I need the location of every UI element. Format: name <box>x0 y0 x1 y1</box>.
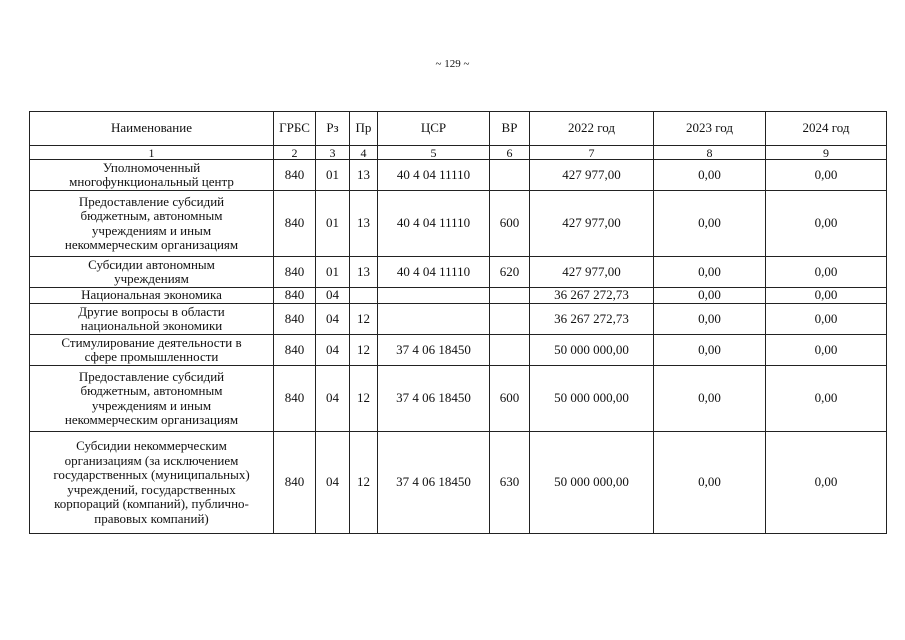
grbs-cell: 840 <box>274 366 316 432</box>
pr-cell: 13 <box>350 257 378 288</box>
name-line: корпораций (компаний), публично- <box>54 496 249 511</box>
name-line: организациям (за исключением <box>64 452 239 468</box>
column-number: 4 <box>350 146 378 160</box>
name-line: учреждениям и иным <box>91 397 212 413</box>
amount-2023: 0,00 <box>654 160 766 191</box>
budget-table <box>29 111 887 534</box>
amount-2024: 0,00 <box>766 191 887 257</box>
csr-cell: 37 4 06 18450 <box>378 366 490 432</box>
column-header: 2022 год <box>530 112 654 146</box>
name-line: Уполномоченный <box>102 159 201 175</box>
csr-cell: 40 4 04 11110 <box>378 160 490 191</box>
name-line: национальной экономики <box>80 318 223 333</box>
row-name <box>30 288 274 304</box>
csr-cell <box>378 304 490 335</box>
amount-2023: 0,00 <box>654 432 766 534</box>
amount-2024: 0,00 <box>766 335 887 366</box>
row-name <box>30 366 274 432</box>
column-number: 7 <box>530 146 654 160</box>
rz-cell: 01 <box>316 191 350 257</box>
grbs-cell: 840 <box>274 304 316 335</box>
column-header: ГРБС <box>274 112 316 146</box>
amount-2022: 427 977,00 <box>530 160 654 191</box>
amount-2023: 0,00 <box>654 366 766 432</box>
rz-cell: 01 <box>316 257 350 288</box>
name-line: бюджетным, автономным <box>80 383 223 398</box>
name-line: многофункциональный центр <box>69 174 234 189</box>
amount-2022: 427 977,00 <box>530 257 654 288</box>
vr-cell <box>490 160 530 191</box>
name-line: учреждениям <box>114 271 189 286</box>
vr-cell: 600 <box>490 191 530 257</box>
name-line: Национальная экономика <box>81 287 222 303</box>
amount-2023: 0,00 <box>654 335 766 366</box>
grbs-cell: 840 <box>274 432 316 534</box>
name-line: Стимулирование деятельности в <box>61 334 242 350</box>
amount-2024: 0,00 <box>766 304 887 335</box>
pr-cell: 12 <box>350 366 378 432</box>
amount-2022: 50 000 000,00 <box>530 335 654 366</box>
row-name <box>30 304 274 335</box>
amount-2023: 0,00 <box>654 288 766 304</box>
csr-cell: 37 4 06 18450 <box>378 335 490 366</box>
name-line: государственных (муниципальных) <box>53 467 250 482</box>
vr-cell: 600 <box>490 366 530 432</box>
column-number: 2 <box>274 146 316 160</box>
amount-2023: 0,00 <box>654 304 766 335</box>
name-line: некоммерческим организациям <box>64 237 239 252</box>
row-name <box>30 432 274 534</box>
rz-cell: 04 <box>316 304 350 335</box>
column-header: ВР <box>490 112 530 146</box>
csr-cell: 37 4 06 18450 <box>378 432 490 534</box>
column-header: 2023 год <box>654 112 766 146</box>
column-number-row <box>30 146 887 160</box>
name-line: бюджетным, автономным <box>80 208 223 223</box>
amount-2022: 36 267 272,73 <box>530 304 654 335</box>
table-row <box>30 191 887 257</box>
column-header: Рз <box>316 112 350 146</box>
table-row <box>30 304 887 335</box>
vr-cell <box>490 288 530 304</box>
amount-2023: 0,00 <box>654 191 766 257</box>
name-line: Субсидии автономным <box>88 256 215 272</box>
name-line: учреждений, государственных <box>67 481 236 497</box>
table-row <box>30 335 887 366</box>
table-row <box>30 288 887 304</box>
grbs-cell: 840 <box>274 160 316 191</box>
pr-cell: 12 <box>350 432 378 534</box>
column-number: 3 <box>316 146 350 160</box>
amount-2023: 0,00 <box>654 257 766 288</box>
page-number: ~ 129 ~ <box>435 58 470 70</box>
row-name <box>30 257 274 288</box>
row-name <box>30 160 274 191</box>
name-line: сфере промышленности <box>84 349 219 364</box>
rz-cell: 04 <box>316 288 350 304</box>
row-name <box>30 191 274 257</box>
amount-2022: 50 000 000,00 <box>530 432 654 534</box>
name-line: учреждениям и иным <box>91 222 212 238</box>
name-line: некоммерческим организациям <box>64 412 239 427</box>
grbs-cell: 840 <box>274 191 316 257</box>
rz-cell: 04 <box>316 335 350 366</box>
vr-cell: 630 <box>490 432 530 534</box>
name-line: Предоставление субсидий <box>78 193 225 209</box>
table-header-row <box>30 112 887 146</box>
rz-cell: 01 <box>316 160 350 191</box>
amount-2024: 0,00 <box>766 288 887 304</box>
column-header: 2024 год <box>766 112 887 146</box>
column-number: 5 <box>378 146 490 160</box>
table-row <box>30 366 887 432</box>
amount-2024: 0,00 <box>766 432 887 534</box>
amount-2024: 0,00 <box>766 257 887 288</box>
grbs-cell: 840 <box>274 257 316 288</box>
csr-cell <box>378 288 490 304</box>
column-number: 1 <box>30 146 274 160</box>
table-row <box>30 160 887 191</box>
rz-cell: 04 <box>316 432 350 534</box>
pr-cell: 13 <box>350 160 378 191</box>
table-row <box>30 257 887 288</box>
column-header: Наименование <box>30 112 274 146</box>
rz-cell: 04 <box>316 366 350 432</box>
name-line: правовых компаний) <box>94 510 209 526</box>
csr-cell: 40 4 04 11110 <box>378 191 490 257</box>
pr-cell <box>350 288 378 304</box>
grbs-cell: 840 <box>274 288 316 304</box>
amount-2022: 36 267 272,73 <box>530 288 654 304</box>
table-row <box>30 432 887 534</box>
name-line: Субсидии некоммерческим <box>76 438 227 453</box>
csr-cell: 40 4 04 11110 <box>378 257 490 288</box>
pr-cell: 13 <box>350 191 378 257</box>
pr-cell: 12 <box>350 304 378 335</box>
name-line: Другие вопросы в области <box>78 303 225 319</box>
vr-cell: 620 <box>490 257 530 288</box>
column-number: 8 <box>654 146 766 160</box>
grbs-cell: 840 <box>274 335 316 366</box>
column-number: 9 <box>766 146 887 160</box>
amount-2024: 0,00 <box>766 366 887 432</box>
name-line: Предоставление субсидий <box>78 368 225 384</box>
amount-2024: 0,00 <box>766 160 887 191</box>
column-header: Пр <box>350 112 378 146</box>
row-name <box>30 335 274 366</box>
amount-2022: 50 000 000,00 <box>530 366 654 432</box>
vr-cell <box>490 304 530 335</box>
vr-cell <box>490 335 530 366</box>
column-number: 6 <box>490 146 530 160</box>
amount-2022: 427 977,00 <box>530 191 654 257</box>
pr-cell: 12 <box>350 335 378 366</box>
column-header: ЦСР <box>378 112 490 146</box>
